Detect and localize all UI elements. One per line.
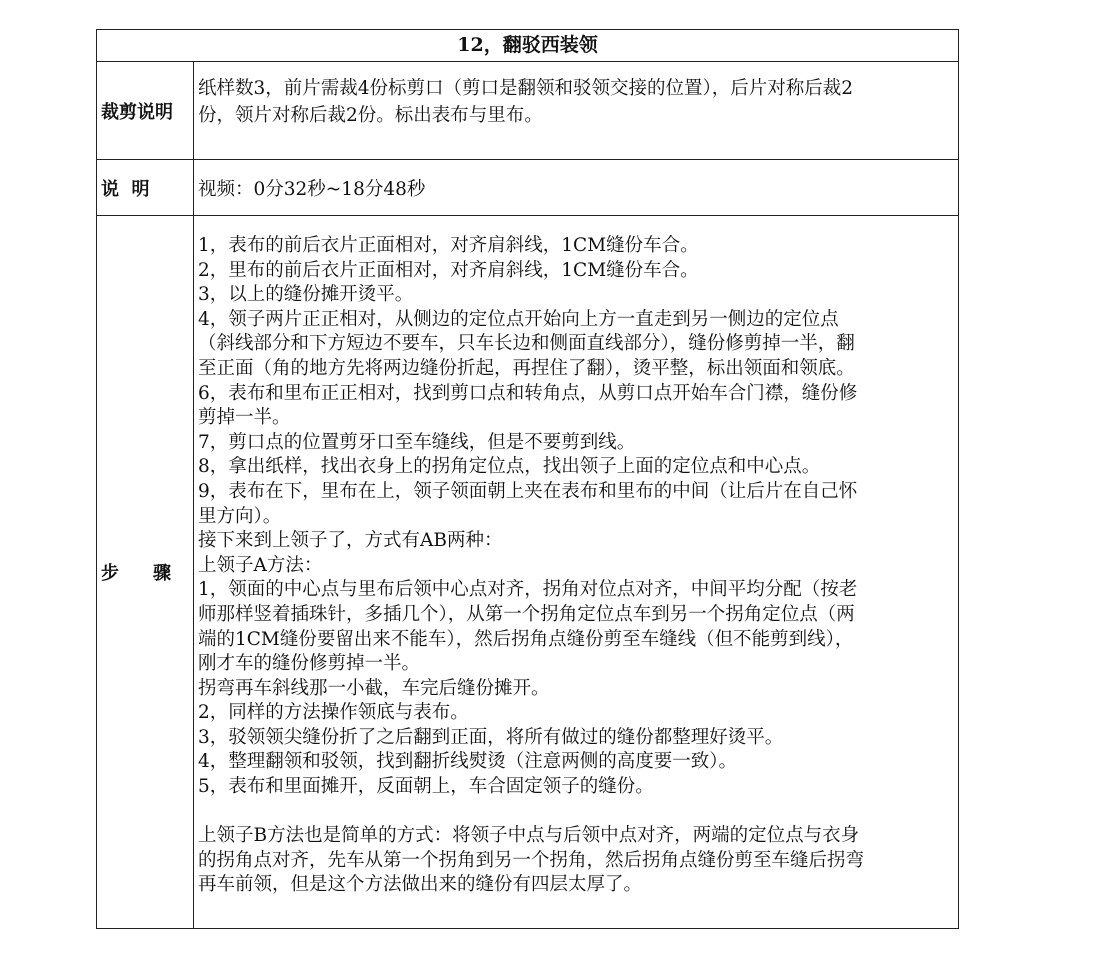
step-line: 4，领子两片正正相对，从侧边的定位点开始向上方一直走到另一侧边的定位点 [198, 308, 839, 330]
step-line: 至正面（角的地方先将两边缝份折起，再捏住了翻），烫平整，标出领面和领底。 [198, 357, 855, 379]
steps-label-b: 骤 [153, 563, 171, 584]
note-value: 视频：0分32秒~18分48秒 [198, 178, 426, 200]
step-line: 9，表布在下，里布在上，领子领面朝上夹在表布和里布的中间（让后片在自己怀 [198, 480, 858, 502]
cutting-row [97, 61, 958, 159]
step-line: 1，表布的前后衣片正面相对，对齐肩斜线，1CM缝份车合。 [198, 235, 699, 256]
step-line: 接下来到上领子了，方式有AB两种： [198, 530, 503, 552]
step-line: 再车前领，但是这个方法做出来的缝份有四层太厚了。 [198, 874, 643, 896]
cutting-line: 纸样数3，前片需裁4份标剪口（剪口是翻领和驳领交接的位置），后片对称后裁2 [198, 78, 854, 99]
step-line: 3，驳领领尖缝份折了之后翻到正面，将所有做过的缝份都整理好烫平。 [198, 726, 784, 748]
step-line: 2，里布的前后衣片正面相对，对齐肩斜线，1CM缝份车合。 [198, 259, 699, 281]
step-line: 7，剪口点的位置剪牙口至车缝线，但是不要剪到线。 [198, 431, 636, 453]
step-line: 5，表布和里面摊开，反面朝上，车合固定领子的缝份。 [198, 776, 654, 798]
step-line: 师那样竖着插珠针，多插几个），从第一个拐角定位点车到另一个拐角定位点（两 [198, 603, 855, 625]
step-line: 2，同样的方法操作领底与表布。 [198, 702, 469, 724]
note-label-b: 明 [131, 178, 150, 200]
step-line: 8，拿出纸样，找出衣身上的拐角定位点，找出领子上面的定位点和中心点。 [198, 456, 821, 478]
step-line: 6，表布和里布正正相对，找到剪口点和转角点，从剪口点开始车合门襟，缝份修 [198, 382, 858, 404]
step-line: 刚才车的缝份修剪掉一半。 [198, 653, 421, 675]
steps-value [194, 216, 958, 928]
note-label [97, 160, 194, 215]
cutting-value [194, 62, 958, 159]
step-line: 上领子B方法也是简单的方式：将领子中点与后领中点对齐，两端的定位点与衣身 [198, 825, 860, 847]
cutting-line: 份，领片对称后裁2份。标出表布与里布。 [198, 105, 543, 126]
step-line: 4，整理翻领和驳领，找到翻折线熨烫（注意两侧的高度要一致）。 [198, 751, 738, 773]
step-line: 剪掉一半。 [198, 407, 291, 429]
step-line: 拐弯再车斜线那一小截，车完后缝份摊开。 [198, 677, 550, 699]
instruction-table [96, 29, 959, 929]
step-line: 里方向）。 [198, 505, 282, 527]
note-label-a: 说 [101, 178, 119, 200]
step-line [198, 800, 958, 825]
steps-label [97, 216, 194, 928]
steps-label-a: 步 [101, 563, 119, 584]
step-line: 上领子A方法： [198, 554, 323, 576]
steps-row [97, 215, 958, 928]
cutting-label: 裁剪说明 [97, 62, 194, 159]
step-line: 1，领面的中心点与里布后领中心点对齐，拐角对位点对齐，中间平均分配（按老 [198, 579, 858, 601]
step-line: 的拐角点对齐，先车从第一个拐角到另一个拐角，然后拐角点缝份剪至车缝后拐弯 [198, 849, 865, 871]
step-line: 端的1CM缝份要留出来不能车），然后拐角点缝份剪至车缝线（但不能剪到线）， [198, 628, 854, 650]
note-row [97, 159, 958, 215]
page-title: 12，翻驳西装领 [457, 34, 598, 56]
step-line: （斜线部分和下方短边不要车，只车长边和侧面直线部分），缝份修剪掉一半，翻 [198, 333, 855, 355]
title-row [97, 30, 958, 61]
step-line: 3，以上的缝份摊开烫平。 [198, 284, 414, 306]
